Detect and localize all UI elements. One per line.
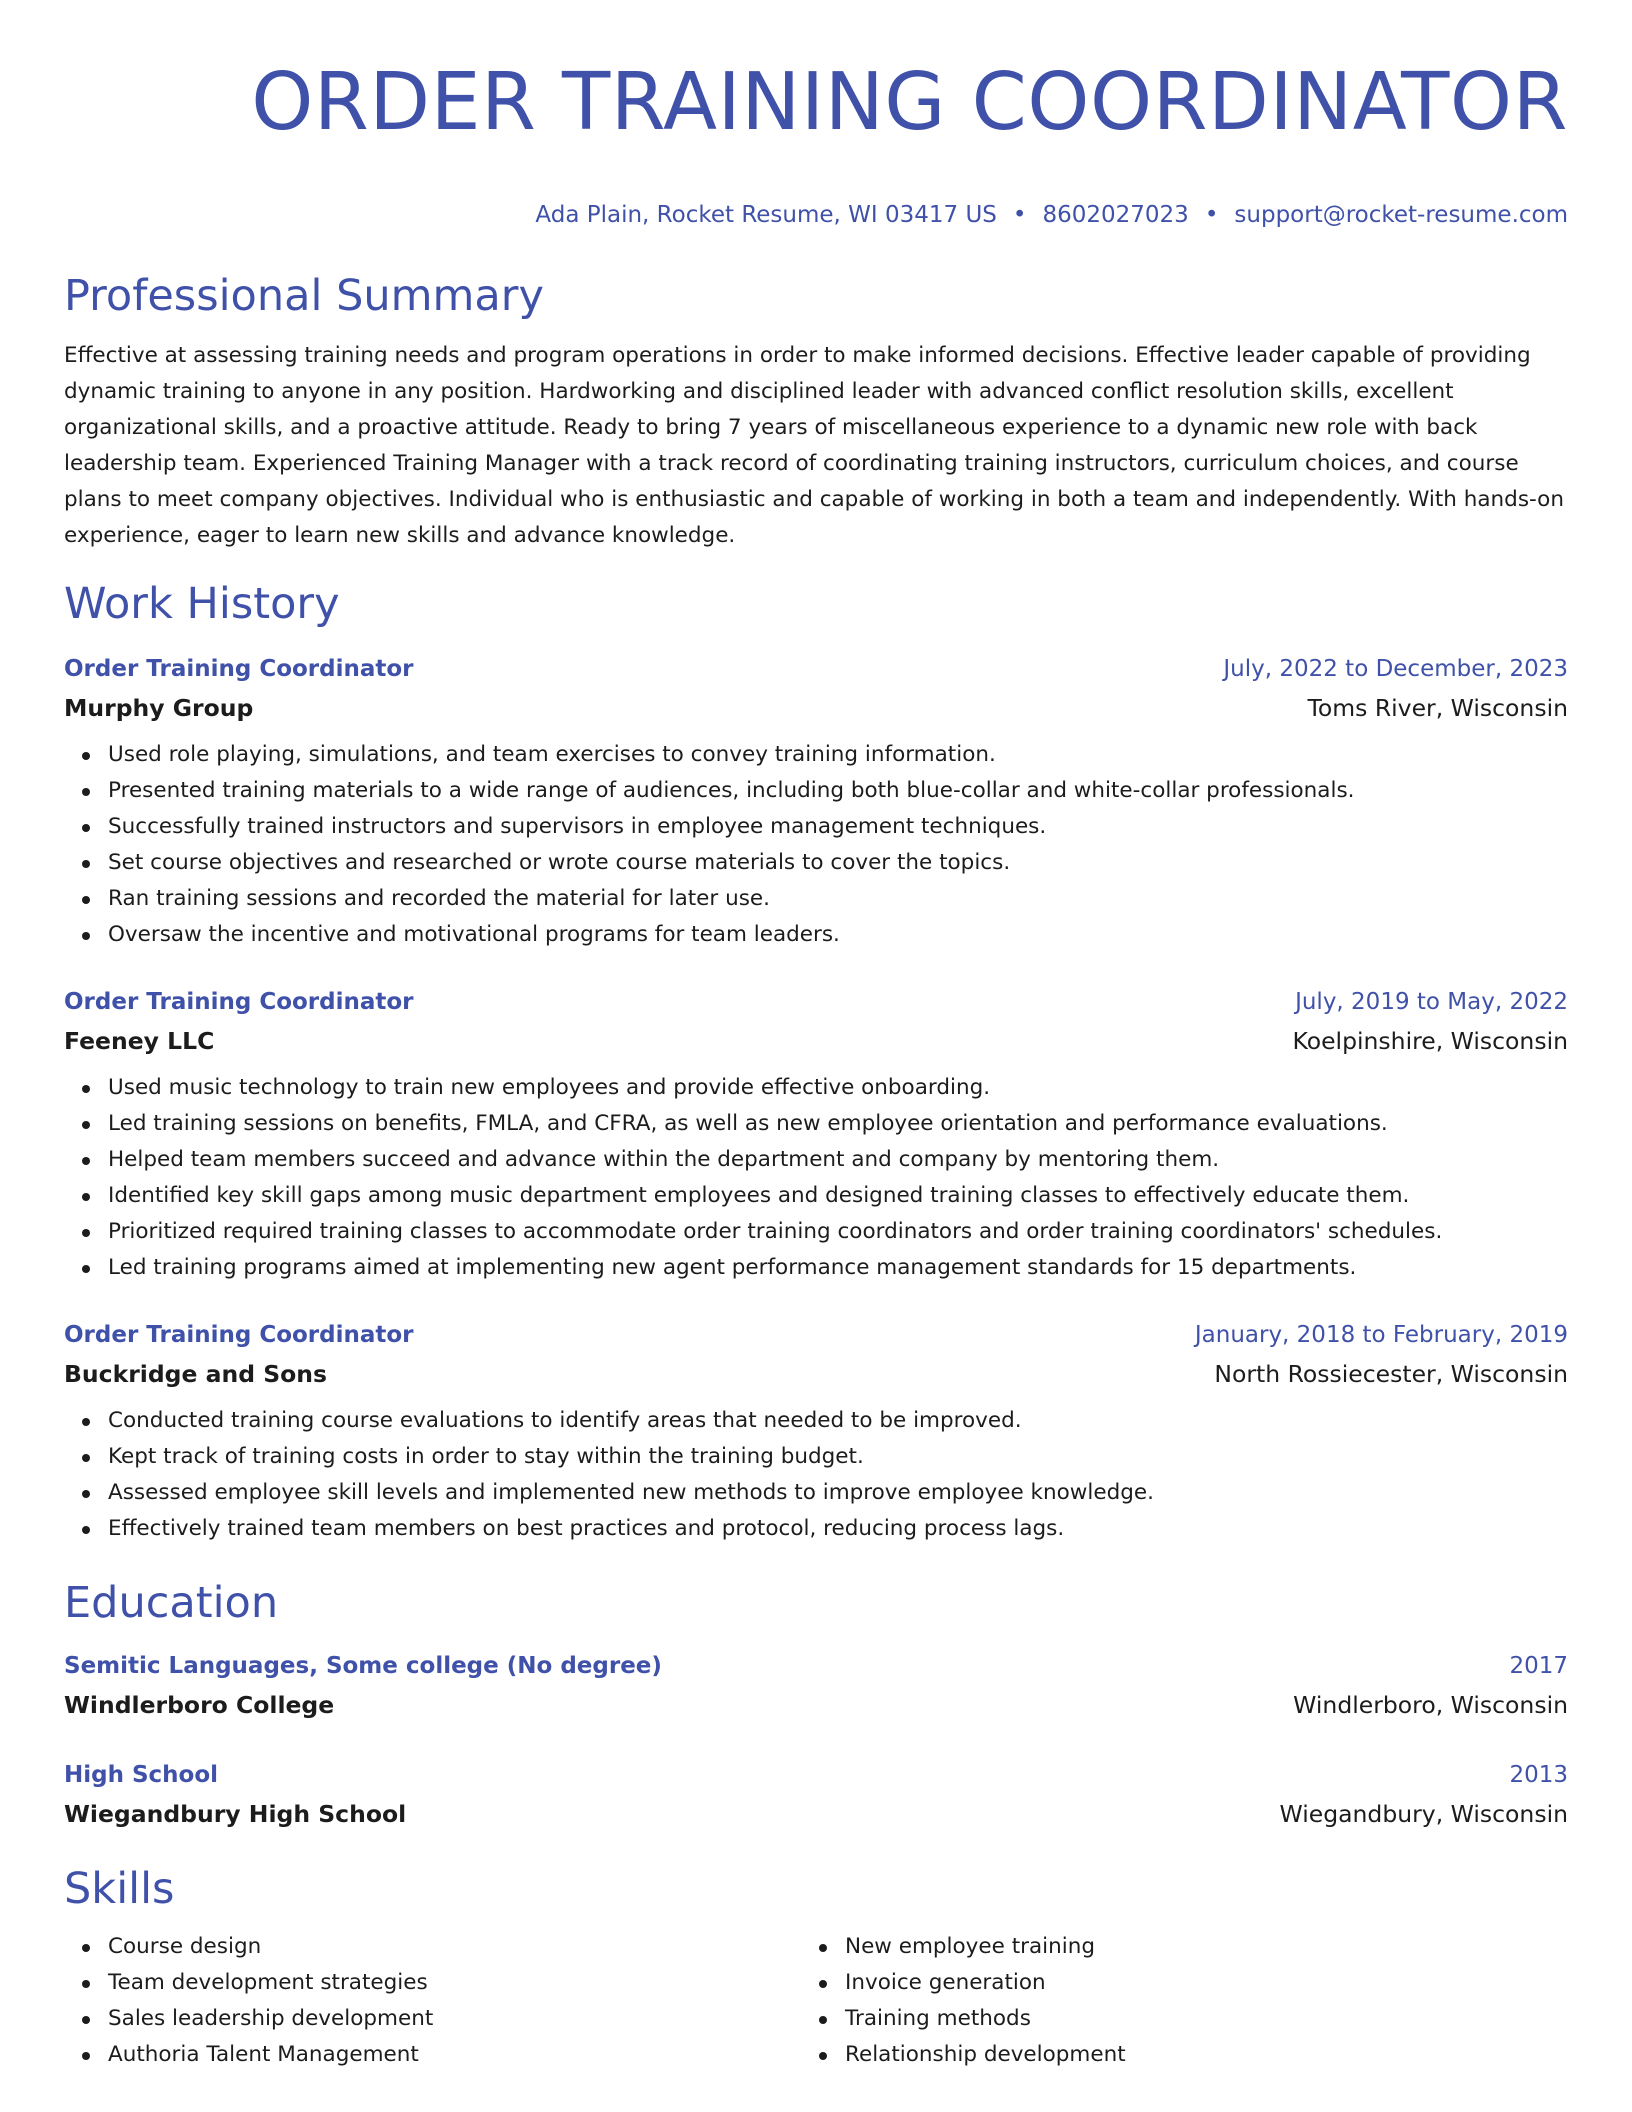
summary-text: Effective at assessing training needs and program operations in order to make informed decisions. Effective leader capable of providing dynamic training to anyone in any position. Hardworking and disciplined leader with advanced conflict resolution skills, excellent organizational skills, and a proactive attitude. Ready to bring 7 years of miscellaneous experience to a dynamic new role with back leadership team. Experienced Training Manager with a track record of coordinating training instructors, curriculum choices, and course plans to meet company objectives. Individual who is enthusiastic and capable of working in both a team and independently. With hands-on experience, eager to learn new skills and advance knowledge. [64, 343, 1564, 548]
contact-phone[interactable]: 8602027023 [1042, 202, 1189, 228]
job-location: North Rossiecester, Wisconsin [1214, 1360, 1568, 1388]
skills-column-left [64, 1929, 801, 2073]
education-degree: Semitic Languages, Some college (No degree) [64, 1653, 662, 1679]
skill-item: New employee training [845, 1929, 1538, 1965]
contact-separator: • [1012, 202, 1027, 228]
skills-list [801, 1929, 1538, 2073]
list-item: Effectively trained team members on best practices and protocol, reducing process lags. [108, 1511, 1568, 1547]
contact-line [64, 200, 1568, 230]
education-location: Wiegandbury, Wisconsin [1279, 1800, 1568, 1828]
education-location: Windlerboro, Wisconsin [1293, 1691, 1568, 1719]
job-dates: July, 2022 to December, 2023 [1223, 656, 1568, 682]
skill-item: Course design [108, 1929, 801, 1965]
education-school: Windlerboro College [64, 1691, 335, 1719]
skill-item: Authoria Talent Management [108, 2037, 801, 2073]
summary-heading: Professional Summary [64, 271, 544, 321]
job-title: Order Training Coordinator [64, 1322, 414, 1348]
education-year: 2013 [1509, 1762, 1568, 1788]
job-company: Murphy Group [64, 694, 254, 722]
job-bullets [64, 1403, 1568, 1547]
job-location: Toms River, Wisconsin [1307, 694, 1568, 722]
skills-list [64, 1929, 801, 2073]
list-item: Identified key skill gaps among music department employees and designed training classes to effectively educate them. [108, 1178, 1568, 1214]
skills-heading: Skills [64, 1864, 175, 1914]
job-bullets [64, 737, 1568, 953]
skill-item: Sales leadership development [108, 2001, 801, 2037]
work-history-heading: Work History [64, 579, 340, 629]
list-item: Kept track of training costs in order to stay within the training budget. [108, 1439, 1568, 1475]
contact-email[interactable]: support@rocket-resume.com [1234, 202, 1568, 228]
list-item: Used music technology to train new employees and provide effective onboarding. [108, 1070, 1568, 1106]
education-school: Wiegandbury High School [64, 1800, 407, 1828]
skill-item: Training methods [845, 2001, 1538, 2037]
job-company: Feeney LLC [64, 1027, 215, 1055]
skills-grid [64, 1929, 1568, 2073]
list-item: Led training programs aimed at implementing new agent performance management standards for 15 departments. [108, 1250, 1568, 1286]
list-item: Helped team members succeed and advance within the department and company by mentoring them. [108, 1142, 1568, 1178]
job-title: Order Training Coordinator [64, 656, 414, 682]
contact-address: Ada Plain, Rocket Resume, WI 03417 US [535, 202, 997, 228]
job-dates: July, 2019 to May, 2022 [1295, 989, 1568, 1015]
list-item: Conducted training course evaluations to identify areas that needed to be improved. [108, 1403, 1568, 1439]
education-degree: High School [64, 1762, 219, 1788]
list-item: Oversaw the incentive and motivational programs for team leaders. [108, 917, 1568, 953]
list-item: Set course objectives and researched or wrote course materials to cover the topics. [108, 845, 1568, 881]
education-year: 2017 [1509, 1653, 1568, 1679]
job-title: Order Training Coordinator [64, 989, 414, 1015]
list-item: Assessed employee skill levels and implemented new methods to improve employee knowledge. [108, 1475, 1568, 1511]
education-entry [64, 1651, 1568, 1720]
skills-column-right [801, 1929, 1538, 2073]
skill-item: Relationship development [845, 2037, 1538, 2073]
job-dates: January, 2018 to February, 2019 [1194, 1322, 1568, 1348]
list-item: Prioritized required training classes to accommodate order training coordinators and order training coordinators' schedules. [108, 1214, 1568, 1250]
contact-separator: • [1204, 202, 1219, 228]
job-entry [64, 987, 1568, 1286]
job-location: Koelpinshire, Wisconsin [1292, 1027, 1568, 1055]
job-company: Buckridge and Sons [64, 1360, 327, 1388]
job-bullets [64, 1070, 1568, 1286]
list-item: Successfully trained instructors and supervisors in employee management techniques. [108, 809, 1568, 845]
job-entry [64, 1320, 1568, 1547]
job-entry [64, 654, 1568, 953]
resume-title: ORDER TRAINING COORDINATOR [251, 56, 1568, 148]
list-item: Used role playing, simulations, and team exercises to convey training information. [108, 737, 1568, 773]
education-entry [64, 1760, 1568, 1829]
list-item: Presented training materials to a wide range of audiences, including both blue-collar and white-collar professionals. [108, 773, 1568, 809]
list-item: Led training sessions on benefits, FMLA, and CFRA, as well as new employee orientation and performance evaluations. [108, 1106, 1568, 1142]
skill-item: Invoice generation [845, 1965, 1538, 2001]
education-heading: Education [64, 1578, 279, 1628]
list-item: Ran training sessions and recorded the material for later use. [108, 881, 1568, 917]
skill-item: Team development strategies [108, 1965, 801, 2001]
